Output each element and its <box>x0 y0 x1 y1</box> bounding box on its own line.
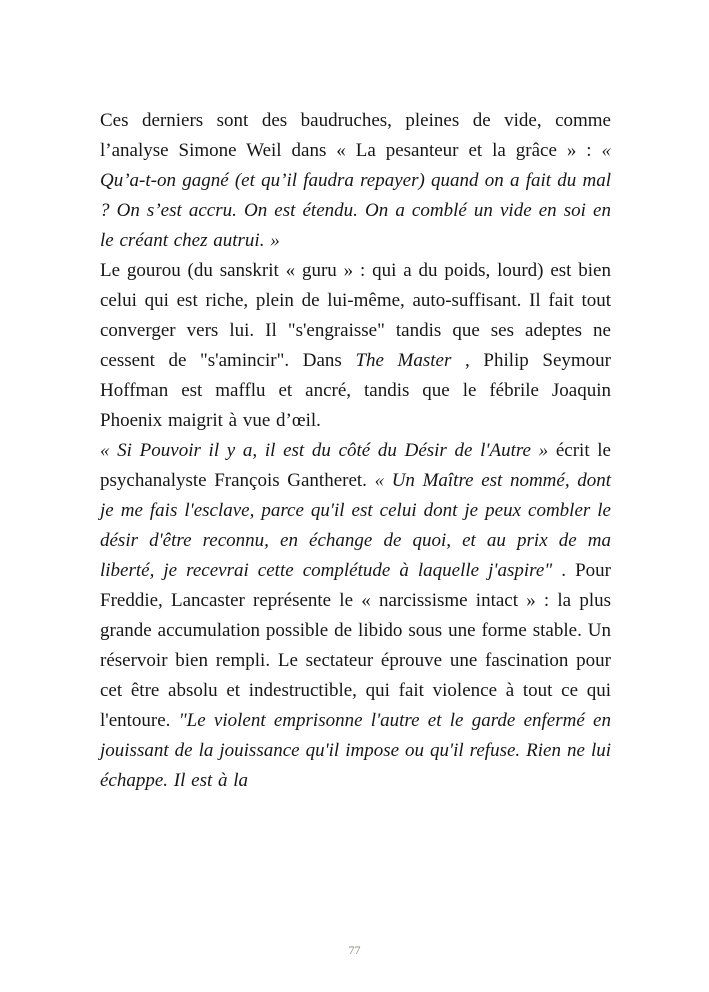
text-run: Le gourou (du sanskrit « guru » : qui a du poids, lourd) est bien celui qui est riche, plein de lui-même, auto-suffisant. Il fait tout converger vers lui. Il "s'engraisse" tandis que ses adeptes ne cessent de "s'amincir". Dans <box>100 260 611 371</box>
text-run: , Philip Seymour Hoffman est mafflu et ancré, tandis que le fébrile Joaquin Phoenix maigrit à vue d’œil. <box>100 350 612 431</box>
text-run-italic: « Un Maître est nommé, dont je me fais l'esclave, parce qu'il est celui dont je peux combler le désir d'être reconnu, en échange de quoi, et au prix de ma liberté, je recevrai cette complétude à laquelle j'aspire" <box>100 470 611 581</box>
page-number: 77 <box>348 943 361 957</box>
paragraph <box>100 436 611 796</box>
text-run-italic: "Le violent emprisonne l'autre et le garde enfermé en jouissant de la jouissance qu'il impose ou qu'il refuse. Rien ne lui échappe. Il est à la <box>100 710 611 791</box>
text-run: Ces derniers sont des baudruches, pleines de vide, comme l’analyse Simone Weil dans « La pesanteur et la grâce » : <box>100 110 611 161</box>
text-run: écrit le psychanalyste François Gantheret. <box>100 440 611 491</box>
text-run-italic: « Si Pouvoir il y a, il est du côté du Désir de l'Autre » <box>100 440 549 461</box>
paragraph <box>100 256 611 436</box>
text-run-italic: The Master <box>355 350 452 371</box>
text-run-italic: « Qu’a-t-on gagné (et qu’il faudra repayer) quand on a fait du mal ? On s’est accru. On est étendu. On a comblé un vide en soi en le créant chez autrui. » <box>100 140 611 251</box>
text-run: . Pour Freddie, Lancaster représente le « narcissisme intact » : la plus grande accumulation possible de libido sous une forme stable. Un réservoir bien rempli. Le sectateur éprouve une fascination pour cet être absolu et indestructible, qui fait violence à tout ce qui l'entoure. <box>100 560 611 731</box>
paragraph <box>100 106 611 256</box>
body-text <box>100 106 611 796</box>
